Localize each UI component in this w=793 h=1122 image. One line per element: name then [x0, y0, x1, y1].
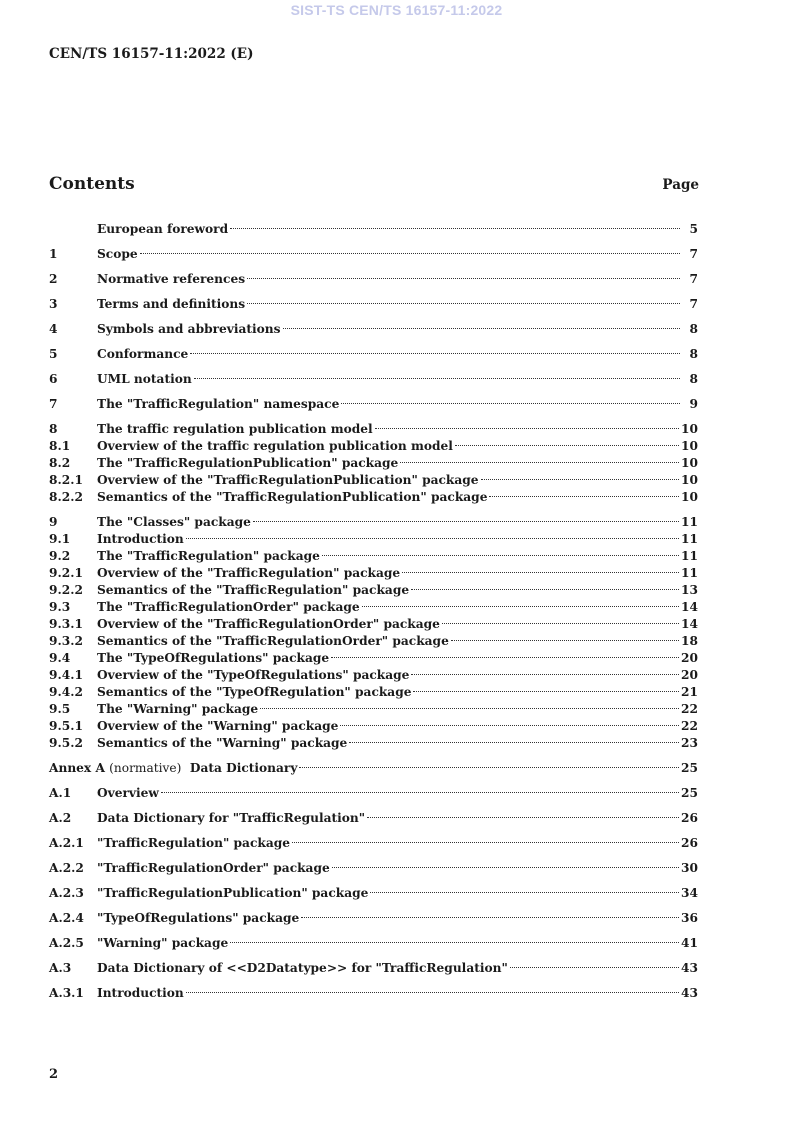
toc-entry-page: 14 [681, 617, 698, 631]
toc-entry-number: 9.4.1 [49, 668, 83, 682]
toc-entry[interactable] [49, 266, 698, 286]
toc-entry-title: The "TrafficRegulationOrder" package [97, 600, 360, 614]
toc-entry-page: 18 [681, 634, 698, 648]
toc-entry-title: "Warning" package [97, 936, 229, 950]
toc-entry-number: A.2.5 [49, 936, 84, 950]
toc-entry-page: 10 [681, 490, 698, 504]
toc-entry-page: 23 [681, 736, 698, 750]
toc-entry-title: Semantics of the "TrafficRegulationPublication" package [97, 490, 488, 504]
toc-entry-title: "TrafficRegulationPublication" package [97, 886, 369, 900]
toc-dot-leader [229, 216, 682, 233]
toc-entry-title: Data Dictionary of <<D2Datatype>> for "TrafficRegulation" [97, 961, 508, 975]
toc-dot-leader [246, 266, 682, 283]
toc-entry-title: Terms and definitions [97, 297, 246, 311]
toc-entry-title: Scope [97, 247, 138, 261]
toc-dot-leader [401, 560, 681, 577]
toc-entry-title: European foreword [97, 222, 229, 236]
toc-entry-page: 30 [681, 861, 698, 875]
toc-entry-title: "TypeOfRegulations" package [97, 911, 300, 925]
toc-entry-number: 9.2 [49, 549, 71, 563]
toc-entry-number: 8.1 [49, 439, 71, 453]
toc-dot-leader [450, 628, 681, 645]
toc-dot-leader [410, 577, 681, 594]
toc-entry-title [49, 760, 298, 777]
toc-entry[interactable] [49, 366, 698, 386]
toc-entry[interactable] [49, 216, 698, 236]
toc-entry-page: 11 [681, 566, 698, 580]
toc-entry-page: 10 [681, 422, 698, 436]
toc-entry[interactable] [49, 467, 698, 487]
toc-dot-leader [331, 855, 681, 872]
toc-dot-leader [300, 905, 681, 922]
toc-entry[interactable] [49, 780, 698, 800]
toc-entry[interactable] [49, 713, 698, 733]
toc-entry[interactable] [49, 645, 698, 665]
toc-entry[interactable] [49, 611, 698, 631]
toc-dot-leader [185, 526, 681, 543]
toc-entry-title: Overview of the "TrafficRegulationPublication" package [97, 473, 479, 487]
toc-dot-leader [185, 980, 681, 997]
toc-dot-leader [374, 416, 681, 433]
toc-entry[interactable] [49, 830, 698, 850]
toc-entry-page: 20 [681, 651, 698, 665]
toc-dot-leader [480, 467, 681, 484]
toc-entry-number: 9.3 [49, 600, 71, 614]
toc-entry[interactable] [49, 880, 698, 900]
toc-entry-number: A.2.4 [49, 911, 84, 925]
toc-entry-number: 8.2 [49, 456, 71, 470]
toc-dot-leader [369, 880, 681, 897]
toc-entry-page: 26 [681, 836, 698, 850]
toc-entry-number: A.2.2 [49, 861, 84, 875]
toc-entry[interactable] [49, 316, 698, 336]
toc-entry-number: 5 [49, 347, 58, 361]
toc-dot-leader [361, 594, 681, 611]
toc-entry-number: 8.2.2 [49, 490, 83, 504]
toc-dot-leader [454, 433, 681, 450]
toc-entry-title: Overview of the "TrafficRegulationOrder" package [97, 617, 440, 631]
toc-entry-title: Conformance [97, 347, 189, 361]
toc-entry-title: Semantics of the "Warning" package [97, 736, 348, 750]
toc-entry-number: 4 [49, 322, 58, 336]
toc-entry-number: 9.3.2 [49, 634, 83, 648]
toc-dot-leader [139, 241, 682, 258]
toc-entry[interactable] [49, 905, 698, 925]
toc-entry-page: 8 [689, 322, 698, 336]
toc-dot-leader [340, 391, 682, 408]
toc-entry-title: Data Dictionary for "TrafficRegulation" [97, 811, 366, 825]
toc-entry-page: 36 [681, 911, 698, 925]
toc-entry[interactable] [49, 805, 698, 825]
toc-entry-page: 25 [681, 761, 698, 775]
toc-entry-annex-a[interactable] [49, 755, 698, 775]
toc-dot-leader [282, 316, 682, 333]
toc-entry-number: 9 [49, 515, 58, 529]
toc-entry-number: A.2.1 [49, 836, 84, 850]
toc-entry[interactable] [49, 450, 698, 470]
toc-entry-page: 7 [689, 272, 698, 286]
toc-entry-title: Semantics of the "TrafficRegulation" package [97, 583, 410, 597]
table-of-contents [49, 216, 698, 1000]
toc-entry-number: 7 [49, 397, 58, 411]
toc-entry[interactable] [49, 696, 698, 716]
toc-entry-title: Overview of the traffic regulation publication model [97, 439, 453, 453]
toc-entry[interactable] [49, 930, 698, 950]
toc-entry-page: 22 [681, 702, 698, 716]
toc-entry-page: 13 [681, 583, 698, 597]
toc-entry-title: "TrafficRegulationOrder" package [97, 861, 330, 875]
contents-heading: Contents [49, 174, 135, 194]
toc-dot-leader [229, 930, 681, 947]
toc-entry-number: A.3.1 [49, 986, 84, 1000]
toc-entry-number: 8.2.1 [49, 473, 83, 487]
toc-entry-title: Introduction [97, 986, 184, 1000]
toc-entry-title: The traffic regulation publication model [97, 422, 373, 436]
toc-entry-title: Semantics of the "TrafficRegulationOrder" package [97, 634, 449, 648]
toc-dot-leader [160, 780, 681, 797]
toc-entry-title: Introduction [97, 532, 184, 546]
toc-entry-title: Overview [97, 786, 159, 800]
annex-title: Data Dictionary [189, 761, 298, 775]
toc-entry-page: 11 [681, 549, 698, 563]
toc-entry-number: A.2 [49, 811, 72, 825]
toc-entry-title: The "TypeOfRegulations" package [97, 651, 330, 665]
toc-entry[interactable] [49, 577, 698, 597]
toc-entry-number: A.1 [49, 786, 72, 800]
page-number: 2 [49, 1067, 59, 1082]
toc-entry-page: 10 [681, 456, 698, 470]
toc-entry-page: 7 [689, 297, 698, 311]
annex-label: Annex A [49, 761, 105, 775]
toc-entry-title: Semantics of the "TypeOfRegulation" package [97, 685, 412, 699]
toc-entry-page: 11 [681, 515, 698, 529]
toc-entry-title: Normative references [97, 272, 246, 286]
toc-entry-page: 7 [689, 247, 698, 261]
toc-entry-number: 6 [49, 372, 58, 386]
toc-entry-number: 9.3.1 [49, 617, 83, 631]
toc-entry-page: 34 [681, 886, 698, 900]
toc-entry-page: 8 [689, 347, 698, 361]
toc-entry[interactable] [49, 594, 698, 614]
toc-entry[interactable] [49, 730, 698, 750]
toc-entry-number: 2 [49, 272, 58, 286]
toc-entry[interactable] [49, 679, 698, 699]
toc-entry-page: 22 [681, 719, 698, 733]
toc-entry-number: 8 [49, 422, 58, 436]
toc-entry-page: 43 [681, 986, 698, 1000]
toc-dot-leader [399, 450, 681, 467]
toc-entry-number: 9.4 [49, 651, 71, 665]
toc-entry-page: 41 [681, 936, 698, 950]
toc-entry-number: 9.5.2 [49, 736, 83, 750]
toc-dot-leader [291, 830, 681, 847]
toc-entry-title: Overview of the "TrafficRegulation" package [97, 566, 401, 580]
toc-entry-title: Overview of the "TypeOfRegulations" package [97, 668, 410, 682]
toc-entry-page: 20 [681, 668, 698, 682]
toc-entry-number: 9.5.1 [49, 719, 83, 733]
toc-entry-number: 3 [49, 297, 58, 311]
toc-entry-title: The "Classes" package [97, 515, 251, 529]
toc-entry-page: 10 [681, 439, 698, 453]
toc-dot-leader [348, 730, 681, 747]
toc-entry-number: 9.2.1 [49, 566, 83, 580]
toc-dot-leader [339, 713, 681, 730]
toc-dot-leader [412, 679, 681, 696]
toc-entry[interactable] [49, 855, 698, 875]
toc-entry-page: 21 [681, 685, 698, 699]
toc-entry[interactable] [49, 391, 698, 411]
toc-entry[interactable] [49, 560, 698, 580]
toc-dot-leader [189, 341, 682, 358]
toc-dot-leader [259, 696, 681, 713]
toc-entry[interactable] [49, 543, 698, 563]
toc-entry-title: "TrafficRegulation" package [97, 836, 290, 850]
toc-dot-leader [509, 955, 681, 972]
toc-entry-number: 9.5 [49, 702, 71, 716]
toc-dot-leader [488, 484, 681, 501]
toc-entry[interactable] [49, 509, 698, 529]
toc-dot-leader [321, 543, 681, 560]
document-identifier: CEN/TS 16157-11:2022 (E) [49, 46, 254, 62]
toc-entry-page: 10 [681, 473, 698, 487]
toc-entry-title: The "TrafficRegulationPublication" package [97, 456, 399, 470]
toc-entry-number: 9.1 [49, 532, 71, 546]
watermark: SIST-TS CEN/TS 16157-11:2022 [290, 2, 503, 18]
toc-entry[interactable] [49, 662, 698, 682]
toc-dot-leader [366, 805, 681, 822]
toc-entry[interactable] [49, 628, 698, 648]
toc-entry[interactable] [49, 241, 698, 261]
toc-dot-leader [252, 509, 681, 526]
toc-entry[interactable] [49, 526, 698, 546]
toc-entry[interactable] [49, 416, 698, 436]
toc-entry-page: 14 [681, 600, 698, 614]
toc-entry-page: 9 [689, 397, 698, 411]
toc-entry[interactable] [49, 980, 698, 1000]
toc-entry-number: A.2.3 [49, 886, 84, 900]
toc-entry-page: 11 [681, 532, 698, 546]
toc-entry-page: 26 [681, 811, 698, 825]
toc-entry-page: 43 [681, 961, 698, 975]
toc-entry-title: Symbols and abbreviations [97, 322, 281, 336]
toc-dot-leader [246, 291, 682, 308]
toc-entry-title: Overview of the "Warning" package [97, 719, 339, 733]
toc-entry-title: UML notation [97, 372, 192, 386]
toc-entry[interactable] [49, 433, 698, 453]
toc-dot-leader [330, 645, 681, 662]
toc-entry-title: The "TrafficRegulation" package [97, 549, 320, 563]
toc-entry-number: 9.2.2 [49, 583, 83, 597]
toc-entry-page: 8 [689, 372, 698, 386]
page-column-heading: Page [662, 177, 699, 193]
toc-dot-leader [441, 611, 681, 628]
toc-entry[interactable] [49, 955, 698, 975]
toc-entry-number: 9.4.2 [49, 685, 83, 699]
toc-entry-number: A.3 [49, 961, 72, 975]
toc-dot-leader [298, 755, 681, 772]
toc-entry-title: The "TrafficRegulation" namespace [97, 397, 340, 411]
toc-dot-leader [193, 366, 682, 383]
toc-entry[interactable] [49, 291, 698, 311]
toc-entry-page: 25 [681, 786, 698, 800]
toc-dot-leader [410, 662, 681, 679]
toc-entry-title: The "Warning" package [97, 702, 259, 716]
annex-note: (normative) [109, 761, 182, 775]
toc-entry[interactable] [49, 341, 698, 361]
toc-entry-number: 1 [49, 247, 58, 261]
toc-entry-page: 5 [689, 222, 698, 236]
toc-entry[interactable] [49, 484, 698, 504]
